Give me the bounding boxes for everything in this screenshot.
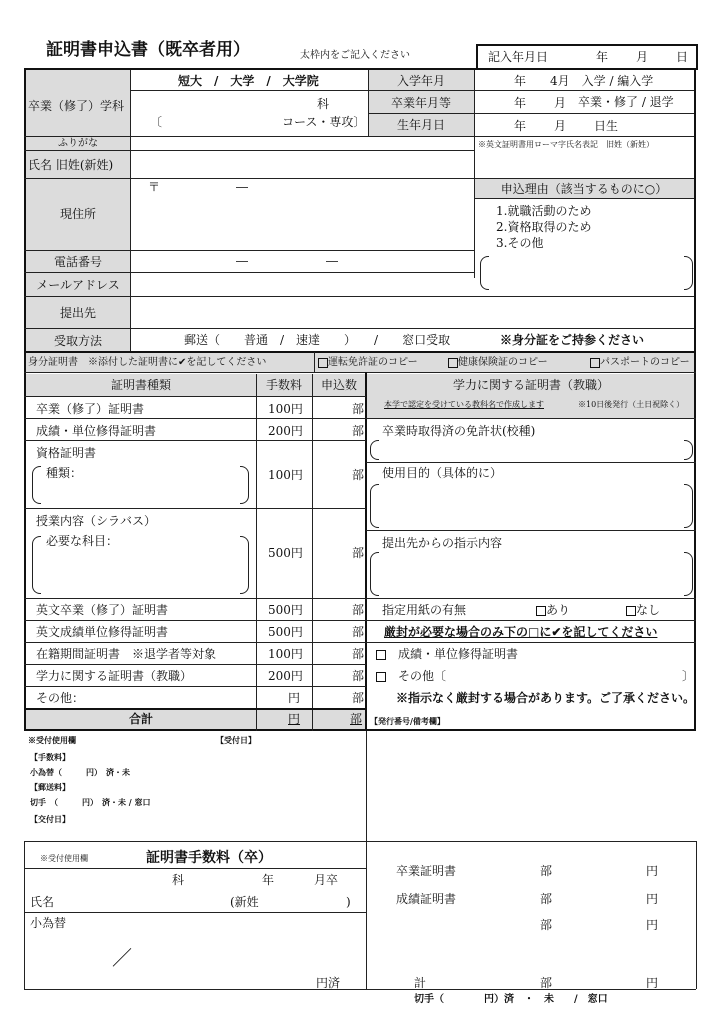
instructions-label: 提出先からの指示内容 (382, 536, 503, 550)
row-transcript: 成績・単位修得証明書 (36, 424, 157, 438)
row-teacher-cert: 学力に関する証明書（教職） (36, 669, 193, 683)
receipt-total-bu: 部 (540, 976, 553, 990)
entry-value[interactable]: 年 4月 入学 / 編入学 (514, 74, 654, 88)
office-fee-line: 小為替（ 円） 済・未 (30, 767, 130, 777)
receipt-total-yen: 円 (646, 976, 659, 990)
receipt-nen: 年 (262, 873, 275, 887)
zip-mark: 〒 (148, 180, 161, 194)
unit-transcript[interactable]: 部 (352, 424, 365, 438)
receipt-gatsu: 月卒 (314, 873, 339, 887)
receipt-transcript-bu: 部 (540, 892, 553, 906)
fee-enrollment-period: 100円 (268, 647, 303, 661)
seal-opt-other-close: 〕 (682, 669, 695, 683)
dept-label: 卒業（修了）学科 (28, 99, 125, 113)
seal-opt-other-label: その他〔 (398, 669, 447, 683)
date-box[interactable] (476, 44, 698, 70)
fee-teacher-cert: 200円 (268, 669, 303, 683)
header-teacher: 学力に関する証明書（教職） (452, 378, 609, 392)
id-opt-passport-label: パスポートのコピー (600, 357, 690, 368)
seal-opt-transcript[interactable] (376, 647, 518, 661)
instruction-note: 太枠内をご記入ください (300, 50, 410, 61)
fee-english-transcript: 500円 (268, 625, 303, 639)
total-bu: 部 (350, 712, 363, 726)
receipt-name-label: 氏名 (30, 895, 55, 909)
reason-1[interactable]: 1.就職活動のため (496, 204, 592, 218)
receive-label: 受取方法 (53, 334, 102, 348)
checkbox-paper-yes[interactable] (536, 606, 546, 616)
fee-other: 円 (288, 691, 301, 705)
paper-no[interactable] (626, 603, 660, 617)
receipt-title: 証明書手数料（卒） (146, 850, 272, 866)
row-enrollment-period: 在籍期間証明書 ※退学者等対象 (36, 647, 217, 661)
seal-note: ※指示なく厳封する場合があります。ご了承ください。 (396, 691, 696, 705)
submit-label: 提出先 (59, 306, 96, 320)
checkbox-insurance[interactable] (448, 358, 458, 368)
ka-label: 科 (317, 97, 330, 111)
page-title: 証明書申込書（既卒者用） (46, 40, 250, 60)
receipt-transcript: 成績証明書 (396, 892, 457, 906)
office-post-line: 切手 （ 円） 済・未 / 窓口 (30, 797, 151, 807)
birth-day: 日生 (594, 119, 619, 133)
paper-yes[interactable] (536, 603, 570, 617)
id-opt-license[interactable] (318, 357, 418, 369)
row-graduation-cert: 卒業（修了）証明書 (36, 402, 145, 416)
id-opt-insurance-label: 健康保険証のコピー (458, 357, 548, 368)
syllabus-subject-label: 必要な科目： (46, 534, 119, 548)
reason-label: 申込理由（該当するものに○） (500, 182, 668, 196)
fee-graduation-cert: 100円 (268, 402, 303, 416)
receipt-yen-sumi: 円済 (316, 976, 341, 990)
qualification-type-label: 種類： (46, 466, 83, 480)
birth-label: 生年月日 (396, 118, 445, 132)
grad-month: 月 (554, 96, 567, 110)
receipt-blank-bu: 部 (540, 918, 553, 932)
paper-yes-label: あり (546, 603, 571, 617)
office-post-heading: 【郵送料】 (30, 782, 70, 792)
phone-dash-2: ― (326, 254, 338, 268)
paper-label: 指定用紙の有無 (382, 603, 467, 617)
checkbox-passport[interactable] (590, 358, 600, 368)
receipt-stamp-line: 切手（ 円）済 ・ 未 / 窓口 (414, 994, 608, 1005)
receive-options[interactable]: 郵送（ 普通 / 速達 ） / 窓口受取 (184, 333, 451, 347)
unit-qualification-cert[interactable]: 部 (352, 468, 365, 482)
receipt-shin: (新姓 (230, 895, 259, 909)
romaji-note: ※英文証明書用ローマ字氏名表記 旧姓（新姓） (478, 140, 654, 149)
receipt-grad-bu: 部 (540, 864, 553, 878)
office-issue-number: 【発行番号/備考欄】 (370, 716, 445, 726)
receipt-kawase: 小為替 (30, 916, 67, 930)
receipt-total: 計 (414, 976, 427, 990)
office-fee-heading: 【手数料】 (30, 752, 70, 762)
receipt-ka: 科 (172, 873, 185, 887)
checkbox-paper-no[interactable] (626, 606, 636, 616)
total-label: 合計 (128, 712, 153, 726)
phone-dash-1: ― (236, 254, 248, 268)
id-label: 身分証明書 ※添付した証明書に✔を記してください (28, 357, 267, 368)
checkbox-seal-transcript[interactable] (376, 650, 386, 660)
grad-label: 卒業年月等 (390, 96, 451, 110)
paper-no-label: なし (636, 603, 661, 617)
unit-english-grad[interactable]: 部 (352, 603, 365, 617)
unit-english-transcript[interactable]: 部 (352, 625, 365, 639)
receipt-close: ) (346, 895, 351, 909)
address-label: 現住所 (59, 207, 96, 221)
reason-3[interactable]: 3.その他 (496, 236, 544, 250)
office-title: ※受付使用欄 (28, 735, 76, 745)
receipt-slash: ／ (112, 946, 132, 970)
id-opt-license-label: 運転免許証のコピー (328, 357, 418, 368)
id-opt-passport[interactable] (590, 357, 690, 369)
unit-enrollment-period[interactable]: 部 (352, 647, 365, 661)
date-month: 月 (636, 50, 649, 64)
phone-label: 電話番号 (53, 255, 102, 269)
unit-teacher-cert[interactable]: 部 (352, 669, 365, 683)
unit-syllabus[interactable]: 部 (352, 546, 365, 560)
fee-transcript: 200円 (268, 424, 303, 438)
purpose-label: 使用目的（具体的に） (382, 466, 503, 480)
grad-year: 年 (514, 96, 527, 110)
header-cert-type: 証明書種類 (110, 378, 171, 392)
reason-2[interactable]: 2.資格取得のため (496, 220, 592, 234)
header-fee: 手数料 (265, 378, 302, 392)
receive-note: ※身分証をご持参ください (500, 333, 645, 347)
date-day: 日 (676, 50, 689, 64)
birth-month: 月 (554, 119, 567, 133)
row-other: その他： (36, 691, 85, 705)
fee-qualification-cert: 100円 (268, 468, 303, 482)
seal-opt-transcript-label: 成績・単位修得証明書 (398, 647, 519, 661)
checkbox-seal-other[interactable] (376, 672, 386, 682)
furigana-label: ふりがな (58, 138, 98, 149)
receipt-grad-cert: 卒業証明書 (396, 864, 457, 878)
teacher-note-2: ※10日後発行（土日祝除く） (578, 400, 685, 409)
unit-graduation-cert[interactable]: 部 (352, 402, 365, 416)
receipt-small-label: ※受付使用欄 (40, 854, 88, 863)
teacher-note: 本学で認定を受けている教科名で作成します (384, 400, 544, 409)
school-types[interactable]: 短大 / 大学 / 大学院 (178, 74, 319, 88)
office-issue-date: 【交付日】 (30, 814, 70, 824)
receipt-transcript-yen: 円 (646, 892, 659, 906)
id-opt-insurance[interactable] (448, 357, 548, 369)
fee-english-grad: 500円 (268, 603, 303, 617)
unit-other[interactable]: 部 (352, 691, 365, 705)
row-english-transcript: 英文成績単位修得証明書 (36, 625, 169, 639)
birth-year: 年 (514, 119, 527, 133)
row-qualification-cert: 資格証明書 (36, 446, 97, 460)
date-year: 年 (596, 50, 609, 64)
office-recv-date: 【受付日】 (216, 735, 256, 745)
seal-opt-other[interactable] (376, 669, 446, 683)
receipt-grad-yen: 円 (646, 864, 659, 878)
date-label: 記入年月日 (488, 50, 549, 64)
total-yen: 円 (288, 712, 301, 726)
fee-syllabus: 500円 (268, 546, 303, 560)
entry-label: 入学年月 (396, 74, 445, 88)
checkbox-license[interactable] (318, 358, 328, 368)
name-label: 氏名 旧姓(新姓) (28, 158, 114, 172)
receipt-blank-yen: 円 (646, 918, 659, 932)
grad-value[interactable]: 卒業・修了 / 退学 (578, 95, 674, 109)
email-label: メールアドレス (36, 278, 120, 292)
header-count: 申込数 (320, 378, 357, 392)
course-label: 〔 コース・専攻〕 (150, 115, 366, 129)
seal-label: 厳封が必要な場合のみ下の□に✔を記してください (384, 625, 658, 639)
zip-dash: ― (236, 180, 248, 194)
row-syllabus: 授業内容（シラバス） (36, 514, 157, 528)
row-english-grad: 英文卒業（修了）証明書 (36, 603, 169, 617)
license-label: 卒業時取得済の免許状(校種) (382, 424, 536, 438)
